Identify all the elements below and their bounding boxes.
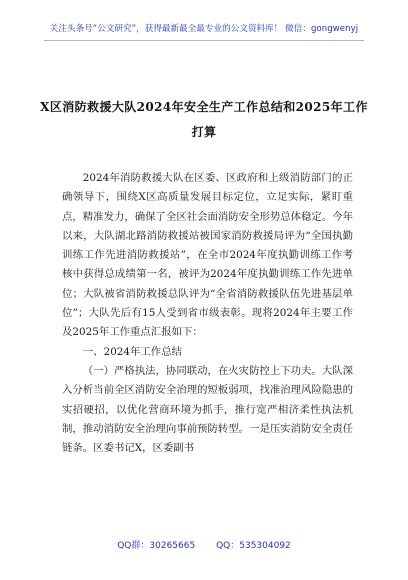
document-title-line-1: X区消防救援大队2024年安全生产工作总结和2025年工作 bbox=[40, 100, 368, 114]
footer-qq-group: QQ群：30265665 bbox=[117, 541, 196, 551]
document-title-line-2: 打算 bbox=[191, 125, 217, 139]
footer-qq-number: QQ：535304092 bbox=[216, 541, 291, 551]
section-heading-1: 一、2024年工作总结 bbox=[82, 345, 182, 358]
header-divider bbox=[44, 40, 364, 41]
header-banner: 关注头条号“公文研究”，获得最新最全最专业的公文资料库！ 微信：gongwenyj bbox=[49, 24, 359, 34]
footer-contact bbox=[0, 538, 408, 551]
intro-paragraph: 2024年消防救援大队在区委、区政府和上级消防部门的正确领导下，围绕X区高质量发展目标定位，立足实际，紧盯重点，精准发力，确保了全区社会面消防安全形势总体稳定。今年以来，大队湖北路消防救援站被国家消防救援局评为“全国执勤训练工作先进消防救援站”，在全市2024年度执勤训练工作考核中获得总成绩第一名，被评为2024年度执勤训练工作先进单位；大队被省消防救援总队评为“全省消防救援队伍先进基层单位”；大队先后有15人受到省市级表彰。现将2024年主要工作及2025年工作重点汇报如下： bbox=[62, 172, 353, 339]
subsection-paragraph-1: （一）严格执法，协同联动，在火灾防控上下功夫。大队深入分析当前全区消防安全治理的短板弱项，找准治理风险隐患的实招硬招，以优化营商环境为抓手，推行宽严相济柔性执法机制，推动消防安全治理向事前预防转型。一是压实消防安全责任链条。区委书记X，区委副书 bbox=[62, 364, 353, 455]
document-body bbox=[62, 169, 353, 458]
